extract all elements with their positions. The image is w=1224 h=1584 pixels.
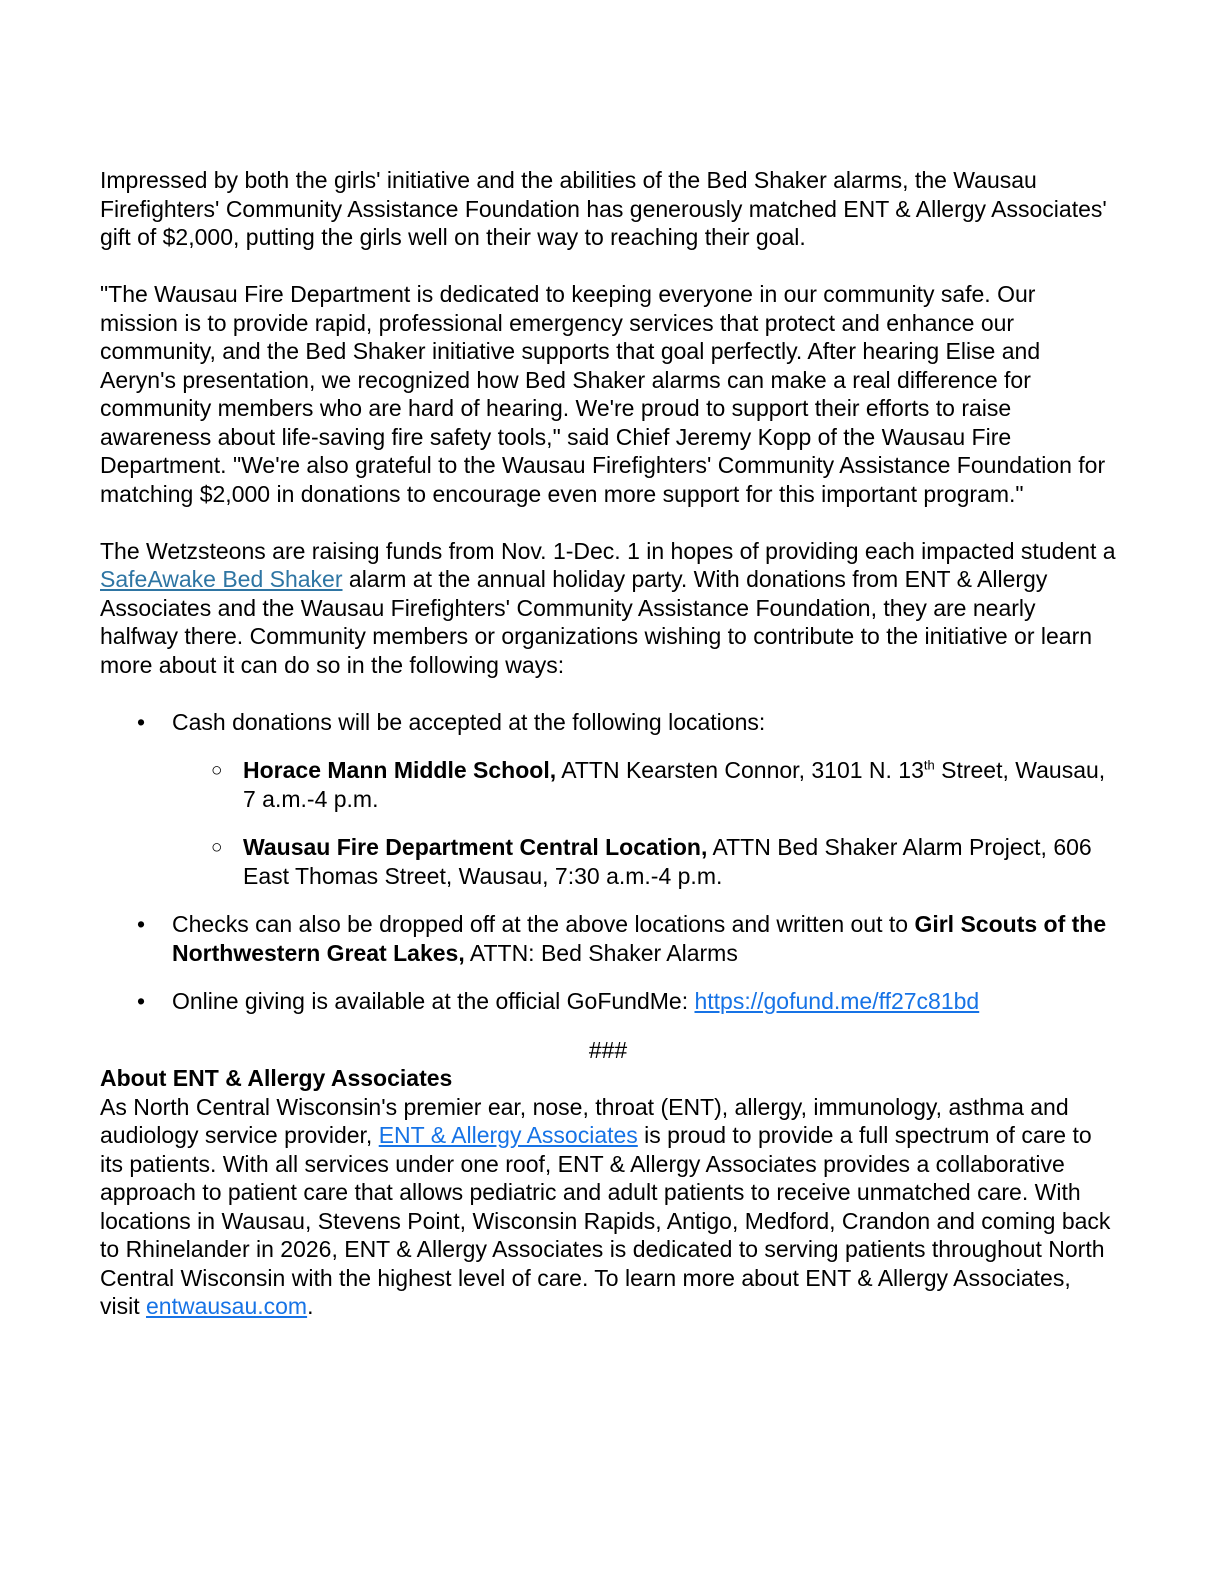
- text-run: is proud to provide a full spectrum of care to its patients. With all services under one roof, ENT & Allergy Associates provides a collaborative approach to patient care that allows pediatric and adult patients to receive unmatched care. With locations in Wausau, Stevens Point, Wisconsin Rapids, Antigo, Medford, Crandon and coming back to Rhinelander in 2026, ENT & Allergy Associates is dedicated to serving patients throughout North Central Wisconsin with the highest level of care. To learn more about ENT & Allergy Associates, visit: [100, 1122, 1111, 1319]
- about-heading: About ENT & Allergy Associates: [100, 1065, 453, 1091]
- payee-name: Girl Scouts of the Northwestern Great Lakes,: [172, 911, 1107, 966]
- safeawake-bed-shaker-link[interactable]: SafeAwake Bed Shaker: [100, 566, 343, 592]
- text-run: ATTN Bed Shaker Alarm Project, 606 East Thomas Street, Wausau, 7:30 a.m.-4 p.m.: [243, 834, 1092, 889]
- text-run: Online giving is available at the official GoFundMe:: [172, 988, 695, 1014]
- list-item-checks: [100, 910, 1116, 967]
- list-item-horace-mann-location: [100, 756, 1116, 813]
- location-name: Wausau Fire Department Central Location,: [243, 834, 708, 860]
- circle-bullet-icon: ○: [211, 837, 223, 858]
- text-run: .: [307, 1293, 314, 1319]
- paragraph-matching-gift: Impressed by both the girls' initiative and the abilities of the Bed Shaker alarms, the Wausau Firefighters' Community Assistance Foundation has generously matched ENT & Allergy Associates' gift of $2,000, putting the girls well on their way to reaching their goal.: [100, 167, 1107, 250]
- paragraph-fundraising-details: [100, 537, 1116, 680]
- bullet-icon: •: [137, 911, 146, 937]
- text-run: Street, Wausau, 7 a.m.-4 p.m.: [243, 757, 1106, 812]
- section-divider: ###: [588, 1036, 628, 1063]
- ordinal-suffix: th: [923, 757, 935, 773]
- gofundme-link[interactable]: https://gofund.me/ff27c81bd: [694, 988, 980, 1014]
- list-item-fire-dept-location: [100, 833, 1116, 890]
- paragraph-fire-chief-quote: "The Wausau Fire Department is dedicated to keeping everyone in our community safe. Our mission is to provide rapid, professional emergency services that protect and enhance our community, and the Bed Shaker initiative supports that goal perfectly. After hearing Elise and Aeryn's presentation, we recognized how Bed Shaker alarms can make a real difference for community members who are hard of hearing. We're proud to support their efforts to raise awareness about life-saving fire safety tools," said Chief Jeremy Kopp of the Wausau Fire Department. "We're also grateful to the Wausau Firefighters' Community Assistance Foundation for matching $2,000 in donations to encourage even more support for this important program.": [100, 281, 1106, 507]
- bullet-icon: •: [137, 988, 146, 1014]
- location-name: Horace Mann Middle School,: [243, 757, 557, 783]
- text-run: alarm at the annual holiday party. With donations from ENT & Allergy Associates and the Wausau Firefighters' Community Assistance Foundation, they are nearly halfway there. Community members or organizations wishing to contribute to the initiative or learn more about it can do so in the following ways:: [100, 566, 1093, 678]
- text-run: Cash donations will be accepted at the following locations:: [172, 708, 766, 735]
- text-run: ATTN: Bed Shaker Alarms: [464, 939, 738, 966]
- bullet-icon: •: [137, 708, 146, 735]
- entwausau-link[interactable]: entwausau.com: [146, 1293, 308, 1319]
- list-item-online-giving: [100, 987, 1116, 1016]
- text-run: Checks can also be dropped off at the above locations and written out to: [172, 911, 915, 937]
- text-run: As North Central Wisconsin's premier ear, nose, throat (ENT), allergy, immunology, asthma and audiology service provider,: [100, 1093, 1069, 1148]
- paragraph-about-company: [100, 1093, 1116, 1321]
- list-item-cash-donations: [100, 708, 1116, 737]
- donation-options-list: [100, 708, 1116, 1016]
- document-body: [100, 166, 1116, 1349]
- ent-allergy-associates-link[interactable]: ENT & Allergy Associates: [378, 1122, 638, 1148]
- circle-bullet-icon: ○: [211, 760, 223, 781]
- text-run: ATTN Kearsten Connor, 3101 N. 13: [556, 757, 924, 783]
- text-run: The Wetzsteons are raising funds from Nov. 1-Dec. 1 in hopes of providing each impacted student a: [100, 537, 1116, 564]
